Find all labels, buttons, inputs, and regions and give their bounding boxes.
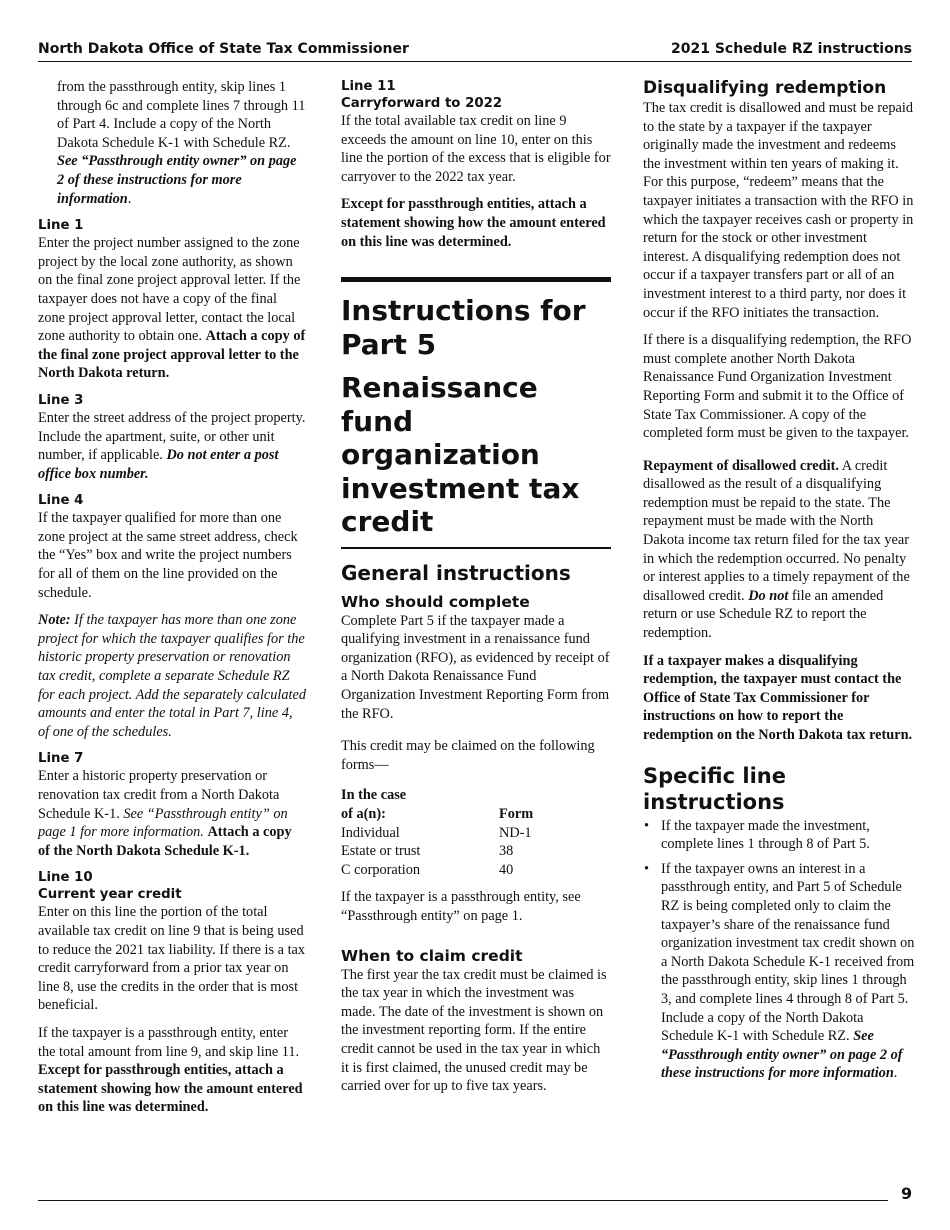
page-header (38, 41, 912, 62)
who-should-complete-text: Complete Part 5 if the taxpayer made a qualifying investment in a renaissance fund organization (RFO), as evidenced by receipt of a North Dakota Renaissance Fund Organization Investment Reporting Form from the RFO. (341, 612, 610, 722)
who-should-complete-heading: Who should complete (341, 592, 530, 611)
column-3 (643, 78, 915, 1089)
line-7-text: Enter a historic property preservation or renovation tax credit from a North Dakota Schedule K-1. See “Passthrough entity” on page 1 for more information. Attach a copy of the North Dakota Schedule K-1. (38, 768, 292, 859)
section-divider (341, 547, 611, 549)
footer-rule (38, 1200, 888, 1201)
part-5-subtitle: Renaissance fund organization investment tax credit (341, 371, 580, 539)
repayment-text: Repayment of disallowed credit. A credit disallowed as the result of a disqualifying redemption must be repaid to the state. The repayment must be made with the North Dakota income tax return filed for the tax year in which the redemption occurred. No penalty or interest applies to a timely repayment of the disallowed credit. Do not file an amended return or use Schedule RZ to report the redemption. (643, 457, 910, 642)
specific-instructions-list (643, 817, 915, 1083)
section-divider-thick (341, 277, 611, 282)
line-10-passthrough-text: If the taxpayer is a passthrough entity, enter the total amount from line 9, and skip line 11. Except for passthrough entities, attach a statement showing how the amount entered on this line was determined. (38, 1024, 303, 1116)
continued-paragraph: from the passthrough entity, skip lines 1 through 6c and complete lines 7 through 11 of Part 4. Include a copy of the North Dakota Schedule K-1 with Schedule RZ. See “Passthrough entity owner” on page 2 of these instructions for more information. (57, 79, 306, 207)
line-11-heading: Line 11 (341, 79, 396, 94)
disqualifying-redemption-heading: Disqualifying redemption (643, 78, 887, 98)
when-to-claim-text: The first year the tax credit must be claimed is the tax year in which the investment was made. The date of the investment is shown on the investment reporting form. If the entire credit cannot be used in the tax year in which it is first claimed, the unused credit may be carried over for up to five tax years. (341, 966, 607, 1095)
passthrough-note: If the taxpayer is a passthrough entity, see “Passthrough entity” on page 1. (341, 889, 581, 924)
line-11-bold-text: Except for passthrough entities, attach a statement showing how the amount entered on this line was determined. (341, 196, 606, 250)
contact-instructions: If a taxpayer makes a disqualifying redemption, the taxpayer must contact the Office of State Tax Commissioner for instructions on how to report the redemption on the North Dakota tax return. (643, 652, 913, 743)
line-3-heading: Line 3 (38, 392, 84, 408)
page-number: 9 (901, 1184, 913, 1203)
line-1-heading: Line 1 (38, 218, 84, 234)
column-1 (38, 78, 306, 1126)
line-10-subheading: Current year credit (38, 887, 182, 903)
table-row: C corporation 40 (341, 861, 514, 878)
line-11-subheading: Carryforward to 2022 (341, 96, 503, 111)
list-item: • If the taxpayer made the investment, complete lines 1 through 8 of Part 5. (643, 817, 915, 854)
table-row: Estate or trust 38 (341, 843, 514, 860)
column-2 (341, 78, 611, 1105)
forms-table (341, 786, 533, 879)
table-row: Individual ND-1 (341, 824, 532, 841)
line-11-text: If the total available tax credit on line 9 exceeds the amount on line 10, enter on this line the portion of the excess that is eligible for carryover to the 2022 tax year. (341, 113, 611, 185)
header-agency: North Dakota Office of State Tax Commissioner (38, 41, 409, 57)
list-item: • If the taxpayer owns an interest in a passthrough entity, and Part 5 of Schedule RZ is being completed only to claim the taxpayer’s share of the renaissance fund organization investment tax credit shown on a North Dakota Schedule K-1 received from the passthrough entity, skip lines 1 through 3, and complete lines 4 through 8 of Part 5. Include a copy of the North Dakota Schedule K-1 with Schedule RZ. See “Passthrough entity owner” on page 2 of these instructions for more information. (643, 860, 915, 1083)
when-to-claim-heading: When to claim credit (341, 946, 523, 965)
note-paragraph: Note: If the taxpayer has more than one zone project for which the taxpayer qualifies for the historic property preservation or renovation tax credit, complete a separate Schedule RZ for each project. Add the separately calculated amounts and enter the total in Part 7, line 4, of one of the schedules. (38, 612, 306, 740)
line-10-heading: Line 10 (38, 870, 93, 886)
line-10-text: Enter on this line the portion of the total available tax credit on line 9 that is being used to reduce the 2021 tax liability. If there is a tax credit carryforward from a prior tax year on line 8, use the credits in the order that is most beneficial. (38, 904, 306, 1014)
part-5-title: Instructions for Part 5 (341, 294, 586, 361)
line-4-heading: Line 4 (38, 493, 84, 509)
line-4-text: If the taxpayer qualified for more than one zone project at the same street address, check the “Yes” box and write the project numbers for all of them on the line provided on the schedule. (38, 510, 298, 601)
specific-line-instructions-heading: Specific line instructions (643, 763, 786, 814)
forms-intro-text: This credit may be claimed on the following forms— (341, 738, 595, 773)
disqualifying-redemption-rfo-text: If there is a disqualifying redemption, the RFO must complete another North Dakota Renaissance Fund Organization Investment Reporting Form and submit it to the Office of State Tax Commissioner. A copy of the completed form must be given to the taxpayer. (643, 332, 912, 442)
header-doc-title: 2021 Schedule RZ instructions (670, 41, 912, 57)
line-7-heading: Line 7 (38, 751, 84, 767)
disqualifying-redemption-text: The tax credit is disallowed and must be repaid to the state by a taxpayer if the taxpayer originally made the investment and redeems the investment within ten years of making it. For this purpose, “redeem” means that the taxpayer initiates a transaction with the RFO in which the taxpayer receives cash or property in return for the stock or other investment interest. A disqualifying redemption does not occur if a taxpayer transfers part or all of an investment interest to a third party, nor does it occur if the RFO initiates the transaction. (643, 100, 914, 321)
table-header-row: In the case (341, 787, 407, 804)
general-instructions-heading: General instructions (341, 560, 571, 585)
table-header-row: of a(n): Form (341, 806, 534, 822)
line-1-text: Enter the project number assigned to the zone project by the local zone authority, as shown on the final zone project approval letter. If the taxpayer does not have a copy of the final zone project approval letter, contact the local zone authority to obtain one. Attach a copy of the final zone project approval letter to the North Dakota return. (38, 235, 306, 382)
line-3-text: Enter the street address of the project property. Include the apartment, suite, or other unit number, if applicable. Do not enter a post office box number. (38, 409, 306, 482)
